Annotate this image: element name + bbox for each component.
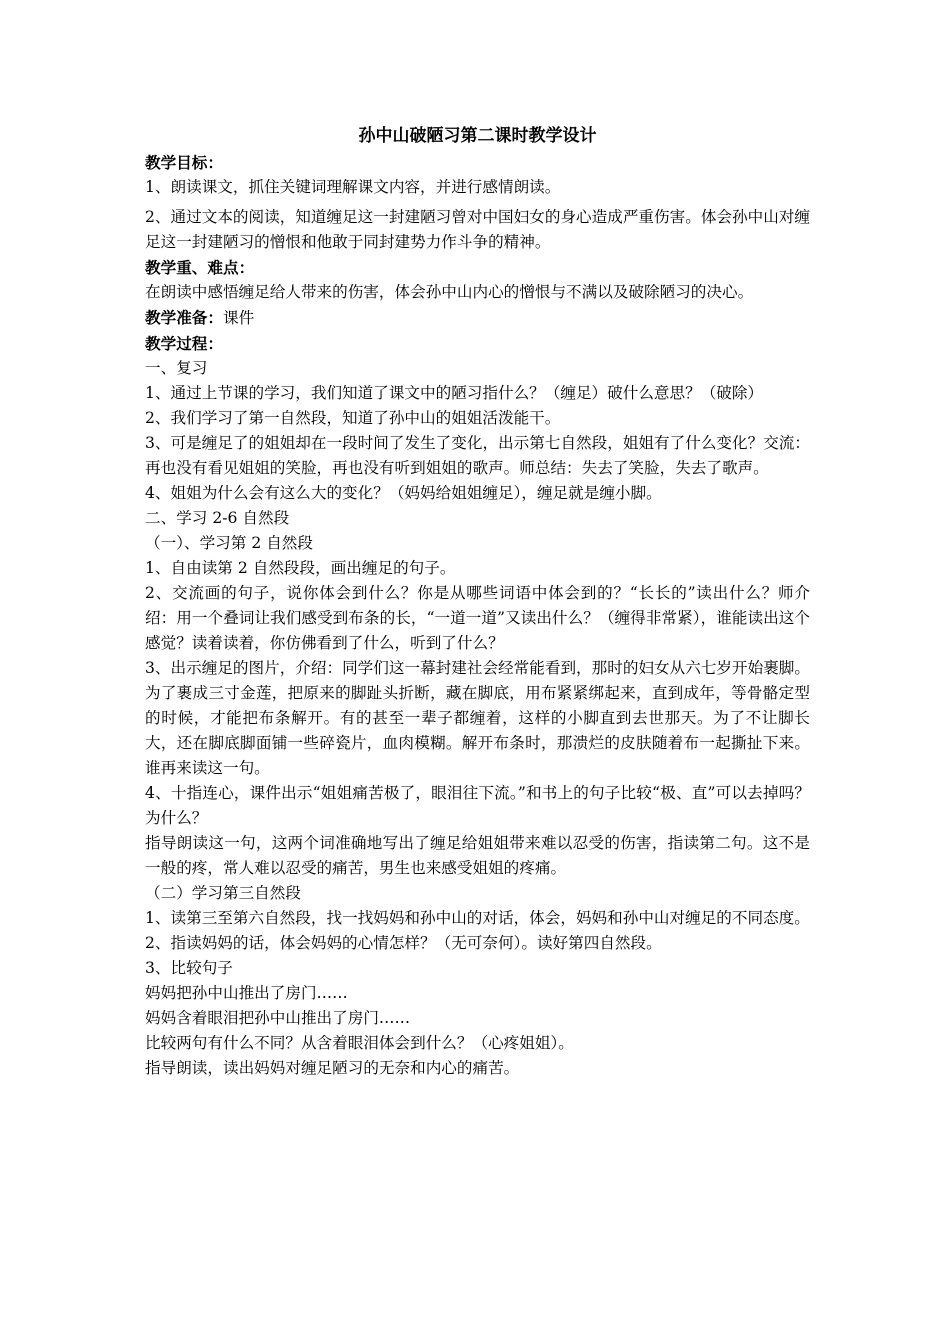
paragraph: 在朗读中感悟缠足给人带来的伤害，体会孙中山内心的憎恨与不满以及破除陋习的决心。 (145, 283, 754, 301)
section-value: 课件 (222, 309, 255, 327)
paragraph: 指导朗读这一句，这两个词准确地写出了缠足给姐姐带来难以忍受的伤害，指读第二句。这不是一般的疼，常人难以忍受的痛苦，男生也来感受姐姐的疼痛。 (145, 834, 810, 877)
paragraph: 1、通过上节课的学习，我们知道了课文中的陋习指什么？（缠足）破什么意思？（破除） (145, 384, 764, 402)
paragraph: （二）学习第三自然段 (145, 884, 301, 902)
paragraph: 3、可是缠足了的姐姐却在一段时间了发生了变化，出示第七自然段，姐姐有了什么变化？交流：再也没有看见姐姐的笑脸，再也没有听到姐姐的歌声。师总结：失去了笑脸，失去了歌声。 (145, 434, 810, 477)
section-heading: 教学过程： (145, 334, 223, 353)
paragraph: 4、姐姐为什么会有这么大的变化？（妈妈给姐姐缠足），缠足就是缠小脚。 (145, 484, 662, 502)
paragraph: 3、出示缠足的图片，介绍：同学们这一幕封建社会经常能看到，那时的妇女从六七岁开始裹脚。为了裹成三寸金莲，把原来的脚趾头折断，藏在脚底，用布紧紧绑起来，直到成年，等骨骼定型的时候，才能把布条解开。有的甚至一辈子都缠着，这样的小脚直到去世那天。为了不让脚长大，还在脚底脚面铺一些碎瓷片，血肉模糊。解开布条时，那溃烂的皮肤随着布一起撕扯下来。谁再来读这一句。 (145, 659, 810, 777)
paragraph-list (145, 150, 810, 1081)
paragraph: 3、比较句子 (145, 959, 233, 977)
paragraph: 一、复习 (145, 359, 208, 377)
paragraph: 妈妈含着眼泪把孙中山推出了房门…… (145, 1009, 411, 1027)
paragraph: 1、读第三至第六自然段，找一找妈妈和孙中山的对话，体会，妈妈和孙中山对缠足的不同态度。 (145, 909, 810, 927)
paragraph: 4、十指连心，课件出示“姐姐痛苦极了，眼泪往下流。”和书上的句子比较“极、直”可以去掉吗？为什么？ (145, 784, 810, 827)
section-heading: 教学重、难点： (145, 258, 255, 277)
paragraph: 妈妈把孙中山推出了房门…… (145, 984, 348, 1002)
document-body (145, 124, 810, 1081)
paragraph: 1、自由读第 2 自然段段，画出缠足的句子。 (145, 559, 456, 577)
paragraph: 1、朗读课文，抓住关键词理解课文内容，并进行感情朗读。 (145, 178, 561, 196)
paragraph: 2、交流画的句子，说你体会到什么？你是从哪些词语中体会到的？“长长的”读出什么？师介绍：用一个叠词让我们感受到布条的长，“一道一道”又读出什么？（缠得非常紧），谁能读出这个感觉？读着读着，你仿佛看到了什么，听到了什么？ (145, 584, 810, 652)
paragraph: 指导朗读，读出妈妈对缠足陋习的无奈和内心的痛苦。 (145, 1059, 520, 1077)
document-title: 孙中山破陋习第二课时教学设计 (358, 126, 597, 146)
paragraph: 二、学习 2-6 自然段 (145, 509, 290, 527)
labeled-paragraph (145, 305, 810, 331)
paragraph: 比较两句有什么不同？从含着眼泪体会到什么？（心疼姐姐）。 (145, 1034, 574, 1052)
paragraph: 2、指读妈妈的话，体会妈妈的心情怎样？（无可奈何）。读好第四自然段。 (145, 934, 662, 952)
section-label: 教学准备： (145, 308, 223, 327)
paragraph: （一）、学习第 2 自然段 (145, 534, 313, 552)
section-heading: 教学目标： (145, 153, 223, 172)
paragraph: 2、通过文本的阅读，知道缠足这一封建陋习曾对中国妇女的身心造成严重伤害。体会孙中山对缠足这一封建陋习的憎恨和他敢于同封建势力作斗争的精神。 (145, 208, 810, 251)
paragraph: 2、我们学习了第一自然段，知道了孙中山的姐姐活泼能干。 (145, 409, 561, 427)
